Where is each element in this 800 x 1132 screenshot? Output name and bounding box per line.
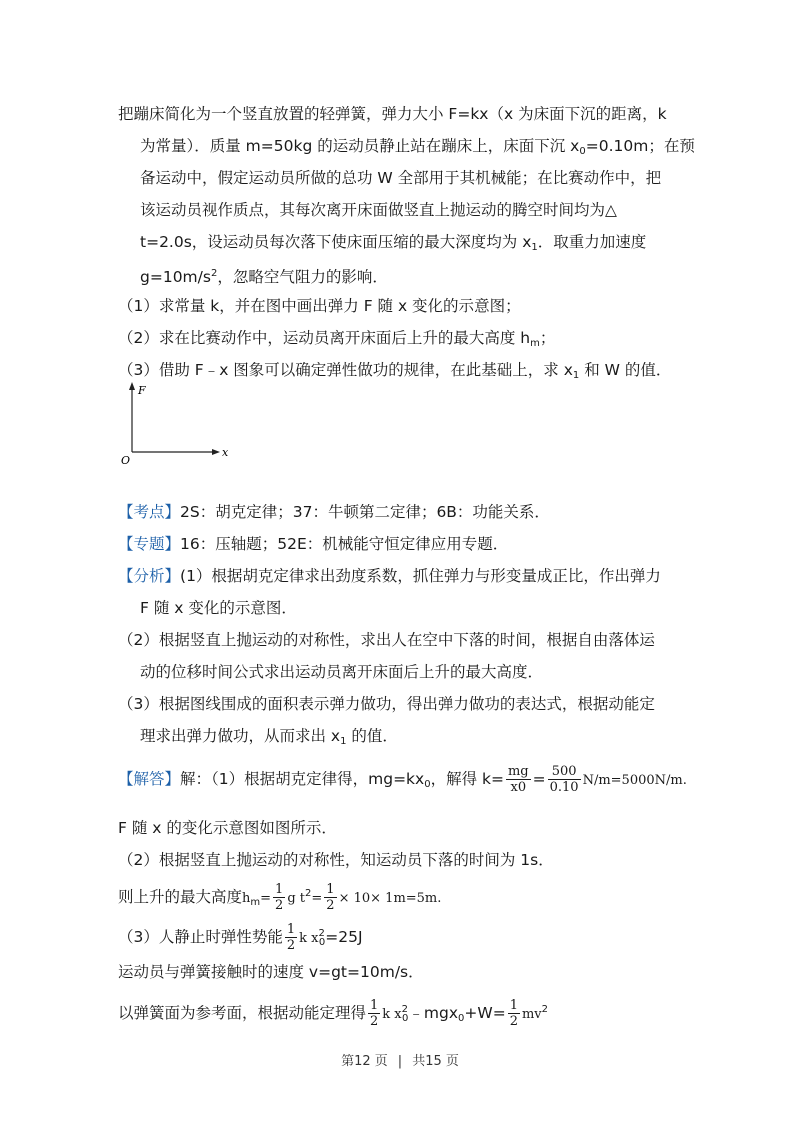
problem-line-6-tail: ，忽略空气阻力的影响． <box>217 268 388 286</box>
question-1: （1）求常量 k，并在图中画出弹力 F 随 x 变化的示意图； <box>118 297 521 315</box>
jieda-line-6: 运动员与弹簧接触时的速度 v=gt=10m/s． <box>118 963 424 981</box>
superscript: 2 <box>541 1004 549 1015</box>
problem-line-2 <box>140 136 695 162</box>
expr-mv: mv <box>521 1007 542 1022</box>
equals-sign: = <box>311 891 323 906</box>
jieda-result-h: × 10× 1m=5m. <box>338 891 442 906</box>
footer-separator: | <box>397 1054 403 1069</box>
question-2-tail: ； <box>539 329 556 347</box>
fenxi-line-5: （3）根据图线围成的面积表示弹力做功，得出弹力做功的表达式，根据动能定 <box>118 695 655 713</box>
jieda-text-7: 以弹簧面为参考面，根据动能定理得 <box>118 1004 367 1022</box>
fraction-500-over-010 <box>548 764 581 795</box>
superscript: 2 <box>401 1004 409 1015</box>
fenxi-line-4: 动的位移时间公式求出运动员离开床面后上升的最大高度． <box>140 663 544 681</box>
jieda-line-1 <box>118 764 687 795</box>
subscript: m <box>530 338 540 349</box>
fenxi-line-6 <box>140 726 398 752</box>
page-footer <box>0 1050 800 1069</box>
zhuanti-text: 16：压轴题；52E：机械能守恒定律应用专题． <box>180 535 509 553</box>
jieda-line-7 <box>118 998 548 1029</box>
subscript: 0 <box>402 1013 409 1024</box>
jieda-line-5 <box>118 922 363 953</box>
fraction-denominator: x0 <box>510 780 527 795</box>
subscript: 0 <box>424 779 431 790</box>
jieda-text-4: 则上升的最大高度 <box>118 888 243 906</box>
superscript: 2 <box>305 888 312 899</box>
problem-line-2-tail: =0.10m；在预 <box>585 137 695 155</box>
y-axis-label: F <box>138 384 146 397</box>
superscript: 2 <box>210 268 218 279</box>
zhuanti-line <box>118 534 508 554</box>
fraction-half <box>273 882 285 913</box>
jieda-text-5: （3）人静止时弹性势能 <box>118 928 283 946</box>
expr-kx: k x <box>299 931 319 946</box>
subscript: m <box>250 897 261 908</box>
fraction-numerator: 1 <box>286 922 296 937</box>
x-axis-arrow <box>212 449 220 455</box>
zhuanti-tag: 【专题】 <box>118 535 181 553</box>
fenxi-tag: 【分析】 <box>118 567 181 585</box>
jieda-text-1b: ，解得 k= <box>430 770 504 788</box>
equals-sign: = <box>260 891 272 906</box>
fraction-numerator: mg <box>507 764 529 779</box>
subscript: 1 <box>531 242 538 253</box>
jieda-line-4 <box>118 882 441 913</box>
question-3-tail: 和 W 的值． <box>579 361 672 379</box>
fenxi-line-3: （2）根据竖直上抛运动的对称性，求出人在空中下落的时间，根据自由落体运 <box>118 631 655 649</box>
subscript: 0 <box>318 937 326 948</box>
fraction-denominator: 2 <box>370 1014 379 1029</box>
jieda-line-2: F 随 x 的变化示意图如图所示． <box>118 819 337 837</box>
fraction-denominator: 0.10 <box>549 780 579 795</box>
fraction-mg-over-x0 <box>506 764 531 795</box>
problem-line-6-text: g=10m/s <box>140 268 211 286</box>
subscript: 1 <box>572 370 580 381</box>
fraction-half <box>368 998 380 1029</box>
jieda-result-ep: =25J <box>325 928 363 946</box>
kaodian-tag: 【考点】 <box>118 503 181 521</box>
fx-axes-figure <box>118 380 248 470</box>
expr-gt: g t <box>287 891 306 906</box>
problem-line-5-tail: ．取重力加速度 <box>537 233 647 251</box>
fraction-half <box>285 922 297 953</box>
y-axis-arrow <box>129 382 135 390</box>
page-number: 第12 页 <box>341 1054 388 1069</box>
jieda-tag: 【解答】 <box>118 770 181 788</box>
problem-line-5 <box>140 232 646 258</box>
fraction-numerator: 1 <box>370 998 379 1013</box>
fenxi-text-6-tail: 的值． <box>346 727 398 745</box>
problem-line-4: 该运动员视作质点，其每次离开床面做竖直上抛运动的腾空时间均为△ <box>140 201 617 219</box>
problem-line-5-text: t=2.0s，设运动员每次落下使床面压缩的最大深度均为 x <box>140 233 532 251</box>
origin-label: O <box>121 454 131 467</box>
fenxi-line-2: F 随 x 变化的示意图． <box>140 599 297 617</box>
problem-line-3: 备运动中，假定运动员所做的总功 W 全部用于其机械能；在比赛动作中，把 <box>140 169 662 187</box>
fraction-numerator: 1 <box>509 998 518 1013</box>
expr-kx: k x <box>382 1007 402 1022</box>
subscript: 0 <box>458 1013 465 1024</box>
equals-sign: = <box>532 770 546 788</box>
fraction-half <box>324 882 336 913</box>
kaodian-text: 2S：胡克定律；37：牛顿第二定律；6B：功能关系． <box>180 503 550 521</box>
kaodian-line <box>118 502 550 522</box>
fenxi-text-6: 理求出弹力做功，从而求出 x <box>140 727 341 745</box>
subscript: 0 <box>579 146 586 157</box>
fenxi-line-1 <box>118 566 661 586</box>
jieda-line-3: （2）根据竖直上抛运动的对称性，知运动员下落的时间为 1s． <box>118 851 554 869</box>
fraction-half <box>508 998 520 1029</box>
fraction-denominator: 2 <box>286 938 296 953</box>
x-axis-label: x <box>222 446 229 459</box>
fraction-numerator: 1 <box>275 882 284 897</box>
expr-mgx: ﹣mgx <box>408 1004 459 1022</box>
question-2-text: （2）求在比赛动作中，运动员离开床面后上升的最大高度 h <box>118 329 531 347</box>
fraction-denominator: 2 <box>326 898 335 913</box>
page-total: 共15 页 <box>412 1054 459 1069</box>
expr-w: +W= <box>464 1004 506 1022</box>
fraction-denominator: 2 <box>275 898 284 913</box>
var-h: h <box>242 891 251 906</box>
superscript: 2 <box>318 928 325 939</box>
fraction-numerator: 500 <box>548 764 581 780</box>
question-3-text: （3）借助 F﹣x 图象可以确定弹性做功的规律，在此基础上，求 x <box>118 361 573 379</box>
jieda-text-1: 解：（1）根据胡克定律得，mg=kx <box>180 770 425 788</box>
problem-line-1: 把蹦床简化为一个竖直放置的轻弹簧，弹力大小 F=kx（x 为床面下沉的距离，k <box>118 105 667 123</box>
problem-line-6 <box>140 264 388 287</box>
jieda-result-k: N/m=5000N/m. <box>582 773 687 788</box>
fenxi-text-1: (1）根据胡克定律求出劲度系数，抓住弹力与形变量成正比，作出弹力 <box>180 567 661 585</box>
subscript: 1 <box>340 736 347 747</box>
problem-line-2-text: 为常量）．质量 m=50kg 的运动员静止站在蹦床上，床面下沉 x <box>140 137 580 155</box>
fraction-numerator: 1 <box>326 882 335 897</box>
fraction-denominator: 2 <box>509 1014 518 1029</box>
question-2 <box>118 328 555 354</box>
